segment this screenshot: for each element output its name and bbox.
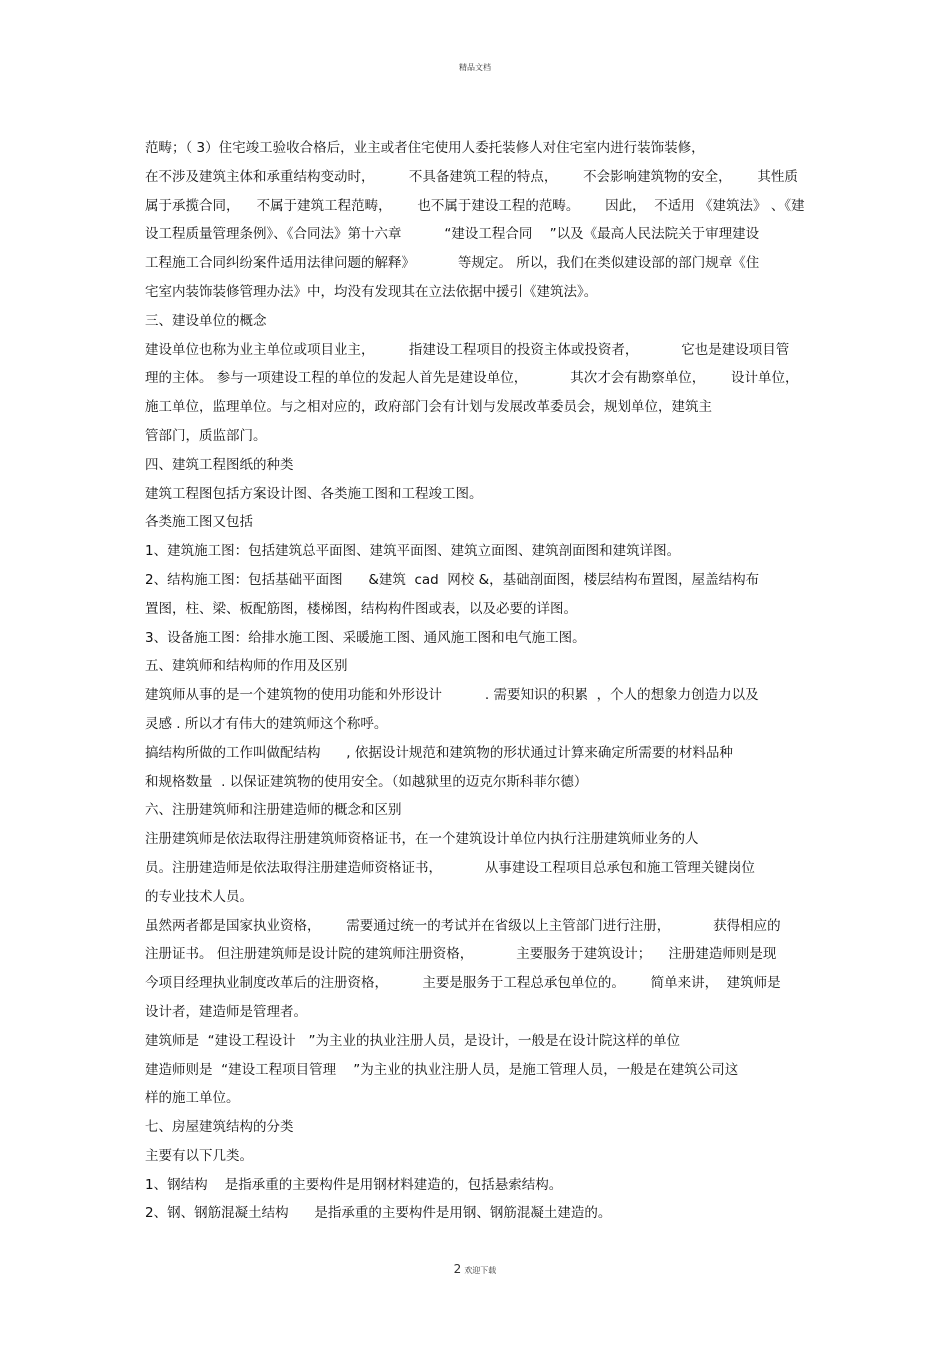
text-line: 主要有以下几类。 <box>145 1147 253 1164</box>
list-item: 3、设备施工图：给排水施工图、采暖施工图、通风施工图和电气施工图。 <box>145 629 586 646</box>
text-line: 建筑师是 “建设工程设计 ”为主业的执业注册人员，是设计，一般是在设计院这样的单位 <box>145 1032 680 1049</box>
text-line: 置图，柱、梁、板配筋图，楼梯图，结构构件图或表，以及必要的详图。 <box>145 600 577 617</box>
text-line: 注册建筑师是依法取得注册建筑师资格证书，在一个建筑设计单位内执行注册建筑师业务的人 <box>145 831 699 848</box>
list-item: 2、结构施工图：包括基础平面图 &建筑 cad 网校 &，基础剖面图，楼层结构布置图，屋盖结构布 <box>145 571 760 588</box>
page-number: 2 <box>453 1262 462 1276</box>
text-line: 的专业技术人员。 <box>145 888 253 905</box>
text-line: 宅室内装饰装修管理办法》中，均没有发现其在立法依据中援引《建筑法》。 <box>145 283 598 300</box>
page-header: 精品文档 <box>459 63 491 72</box>
list-item: 1、建筑施工图：包括建筑总平面图、建筑平面图、建筑立面图、建筑剖面图和建筑详图。 <box>145 543 681 560</box>
text-line: 工程施工合同纠纷案件适用法律问题的解释》 等规定。 所以，我们在类似建设部的部门规章《住 <box>145 255 760 272</box>
list-item: 1、钢结构 是指承重的主要构件是用钢材料建造的，包括悬索结构。 <box>145 1176 563 1193</box>
footer-text: 欢迎下载 <box>464 1266 497 1275</box>
list-item: 2、钢、钢筋混凝土结构 是指承重的主要构件是用钢、钢筋混凝土建造的。 <box>145 1205 612 1222</box>
text-line: 在不涉及建筑主体和承重结构变动时， 不具备建筑工程的特点， 不会影响建筑物的安全， 其性质 <box>145 168 798 185</box>
text-line: 灵感 . 所以才有伟大的建筑师这个称呼。 <box>145 715 388 732</box>
section-heading: 四、建筑工程图纸的种类 <box>145 456 294 473</box>
text-line: 样的施工单位。 <box>145 1090 240 1107</box>
page-footer <box>0 1258 950 1277</box>
section-heading: 三、建设单位的概念 <box>145 312 267 329</box>
text-line: 范畴；（ 3）住宅竣工验收合格后，业主或者住宅使用人委托装修人对住宅室内进行装饰装修， <box>145 140 705 156</box>
text-line: 设计者，建造师是管理者。 <box>145 1003 307 1020</box>
text-line: 设工程质量管理条例》、《合同法》第十六章 “建设工程合同 ”以及《最高人民法院关于审理建设 <box>145 226 760 243</box>
text-line: 搞结构所做的工作叫做配结构 , 依据设计规范和建筑物的形状通过计算来确定所需要的材料品种 <box>145 744 733 761</box>
section-heading: 七、房屋建筑结构的分类 <box>145 1119 294 1136</box>
text-line: 建筑师从事的是一个建筑物的使用功能和外形设计 . 需要知识的积累 ，个人的想象力创造力以及 <box>145 687 759 704</box>
text-line: 施工单位，监理单位。与之相对应的，政府部门会有计划与发展改革委员会，规划单位，建筑主 <box>145 399 712 416</box>
text-line: 属于承揽合同， 不属于建筑工程范畴， 也不属于建设工程的范畴。 因此， 不适用 《建筑法》 、《建 <box>145 197 805 214</box>
text-line: 今项目经理执业制度改革后的注册资格， 主要是服务于工程总承包单位的。 简单来讲， 建筑师是 <box>145 975 781 992</box>
text-line: 员。注册建造师是依法取得注册建造师资格证书， 从事建设工程项目总承包和施工管理关键岗位 <box>145 859 755 876</box>
section-heading: 五、建筑师和结构师的作用及区别 <box>145 658 348 675</box>
text-line: 建筑工程图包括方案设计图、各类施工图和工程竣工图。 <box>145 485 483 502</box>
document-body <box>145 134 810 1228</box>
text-line: 理的主体。 参与一项建设工程的单位的发起人首先是建设单位， 其次才会有勘察单位， 设计单位， <box>145 370 799 387</box>
text-line: 虽然两者都是国家执业资格， 需要通过统一的考试并在省级以上主管部门进行注册， 获得相应的 <box>145 917 781 934</box>
text-line: 注册证书。 但注册建筑师是设计院的建筑师注册资格， 主要服务于建筑设计； 注册建造师则是现 <box>145 946 777 963</box>
section-heading: 六、注册建筑师和注册建造师的概念和区别 <box>145 802 402 819</box>
text-line: 管部门，质监部门。 <box>145 427 267 444</box>
text-line: 和规格数量 . 以保证建筑物的使用安全。（如越狱里的迈克尔斯科菲尔德） <box>145 773 588 790</box>
text-line: 建设单位也称为业主单位或项目业主， 指建设工程项目的投资主体或投资者， 它也是建设项目管 <box>145 341 790 358</box>
text-line: 建造师则是 “建设工程项目管理 ”为主业的执业注册人员，是施工管理人员，一般是在建筑公司这 <box>145 1061 739 1078</box>
text-line: 各类施工图又包括 <box>145 514 253 531</box>
